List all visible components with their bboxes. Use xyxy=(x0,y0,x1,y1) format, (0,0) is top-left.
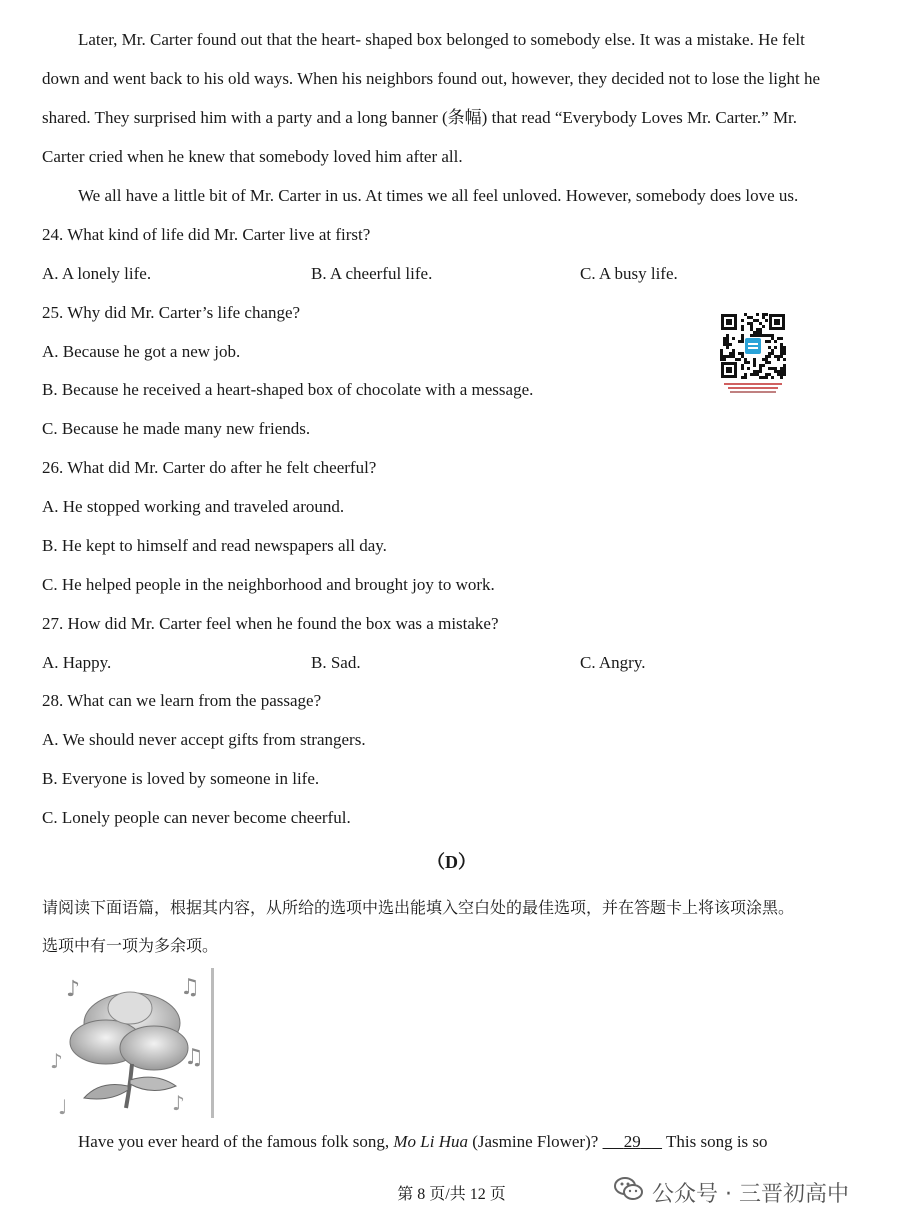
jasmine-flower-illustration xyxy=(44,968,214,1118)
blank-29-number: 29 xyxy=(623,1132,641,1151)
section-d-instruction: 选项中有一项为多余项。 xyxy=(42,936,219,955)
question-25-stem: 25. Why did Mr. Carter’s life change? xyxy=(42,303,301,322)
blank-29 xyxy=(603,1132,663,1151)
question-27-option-b: B. Sad. xyxy=(311,653,361,672)
question-27-stem: 27. How did Mr. Carter feel when he found the box was a mistake? xyxy=(42,614,499,633)
question-24-option-a: A. A lonely life. xyxy=(42,264,152,283)
section-d-text-mid: (Jasmine Flower)? xyxy=(467,1132,603,1151)
question-26-stem: 26. What did Mr. Carter do after he felt cheerful? xyxy=(42,458,377,477)
svg-text:♪: ♪ xyxy=(50,1049,63,1073)
song-title: Mo Li Hua xyxy=(393,1132,468,1151)
passage-line: shared. They surprised him with a party and a long banner (条幅) that read “Everybody Loves Mr. Carter.” Mr. xyxy=(42,108,798,127)
passage-paragraph-2: We all have a little bit of Mr. Carter in us. At times we all feel unloved. However, somebody does love us. xyxy=(78,186,799,205)
section-d-instruction: 请阅读下面语篇，根据其内容，从所给的选项中选出能填入空白处的最佳选项，并在答题卡上将该项涂黑。 xyxy=(42,898,795,917)
question-28-option-b: B. Everyone is loved by someone in life. xyxy=(42,769,320,788)
question-26-option-b: B. He kept to himself and read newspapers all day. xyxy=(42,536,387,555)
question-28-stem: 28. What can we learn from the passage? xyxy=(42,691,322,710)
svg-text:♪: ♪ xyxy=(172,1091,185,1115)
wechat-icon xyxy=(614,1176,644,1208)
question-24-option-b: B. A cheerful life. xyxy=(311,264,433,283)
passage-line: Later, Mr. Carter found out that the heart- shaped box belonged to somebody else. It was a mistake. He felt xyxy=(78,30,805,49)
question-27-option-c: C. Angry. xyxy=(580,653,646,672)
question-25-option-a: A. Because he got a new job. xyxy=(42,342,241,361)
svg-text:♩: ♩ xyxy=(58,1095,68,1118)
section-d-text xyxy=(78,1130,768,1154)
passage-line: Carter cried when he knew that somebody loved him after all. xyxy=(42,147,463,166)
svg-text:♫: ♫ xyxy=(184,1045,204,1070)
qr-code-icon xyxy=(720,313,786,397)
question-27-option-a: A. Happy. xyxy=(42,653,112,672)
section-d-text-after: This song is so xyxy=(662,1132,768,1151)
question-25-option-b: B. Because he received a heart-shaped box of chocolate with a message. xyxy=(42,380,534,399)
question-25-option-c: C. Because he made many new friends. xyxy=(42,419,311,438)
watermark xyxy=(614,1176,894,1208)
question-24-stem: 24. What kind of life did Mr. Carter live at first? xyxy=(42,225,371,244)
question-26-option-a: A. He stopped working and traveled around. xyxy=(42,497,345,516)
svg-text:♪: ♪ xyxy=(66,977,81,1002)
watermark-text: 公众号 · 三晋初高中 xyxy=(652,1181,849,1207)
section-d-heading: （D） xyxy=(427,852,476,872)
page-number: 第 8 页/共 12 页 xyxy=(397,1186,506,1203)
passage-line: down and went back to his old ways. When his neighbors found out, however, they decided not to lose the light he xyxy=(42,69,821,88)
question-24-option-c: C. A busy life. xyxy=(580,264,678,283)
question-26-option-c: C. He helped people in the neighborhood and brought joy to work. xyxy=(42,575,495,594)
question-28-option-c: C. Lonely people can never become cheerful. xyxy=(42,808,351,827)
question-28-option-a: A. We should never accept gifts from strangers. xyxy=(42,730,366,749)
svg-text:♫: ♫ xyxy=(180,975,200,1000)
section-d-text-before: Have you ever heard of the famous folk song, xyxy=(78,1132,394,1151)
